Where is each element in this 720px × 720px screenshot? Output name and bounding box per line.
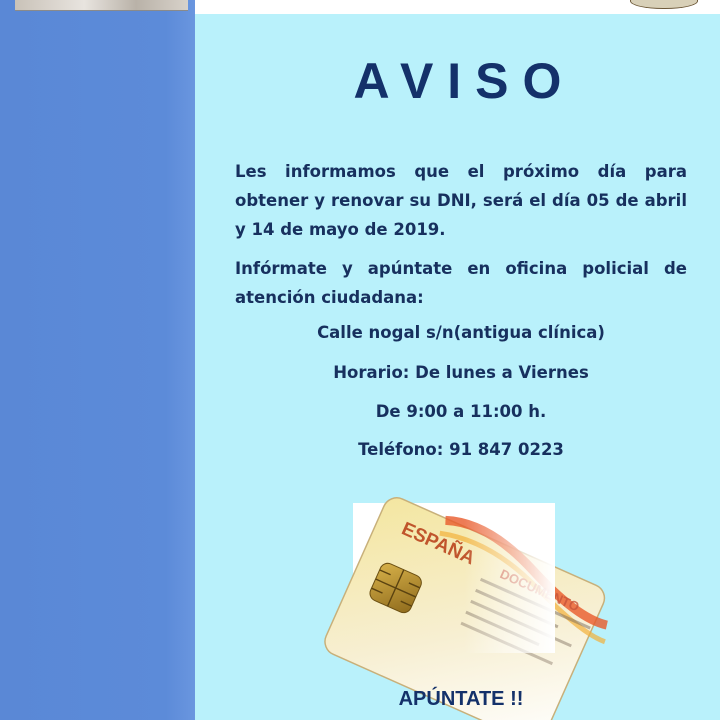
dni-card-image (353, 503, 555, 653)
left-sidebar (0, 0, 195, 720)
schedule-days-line: Horario: De lunes a Viernes (333, 363, 589, 382)
notice-panel (195, 14, 720, 720)
schedule-hours-line: De 9:00 a 11:00 h. (375, 402, 547, 421)
notice-paragraph-dates: Les informamos que el próximo día para obtener y renovar su DNI, será el día 05 de abril y 14 de mayo de 2019. (235, 162, 687, 239)
notice-paragraph-office: Infórmate y apúntate en oficina policial de atención ciudadana: (235, 259, 687, 307)
header-photo (15, 0, 188, 11)
phone-line: Teléfono: 91 847 0223 (358, 440, 564, 459)
call-to-action: APÚNTATE !! (398, 688, 524, 710)
address-line: Calle nogal s/n(antigua clínica) (317, 323, 605, 342)
page-title: AVISO (353, 53, 576, 109)
